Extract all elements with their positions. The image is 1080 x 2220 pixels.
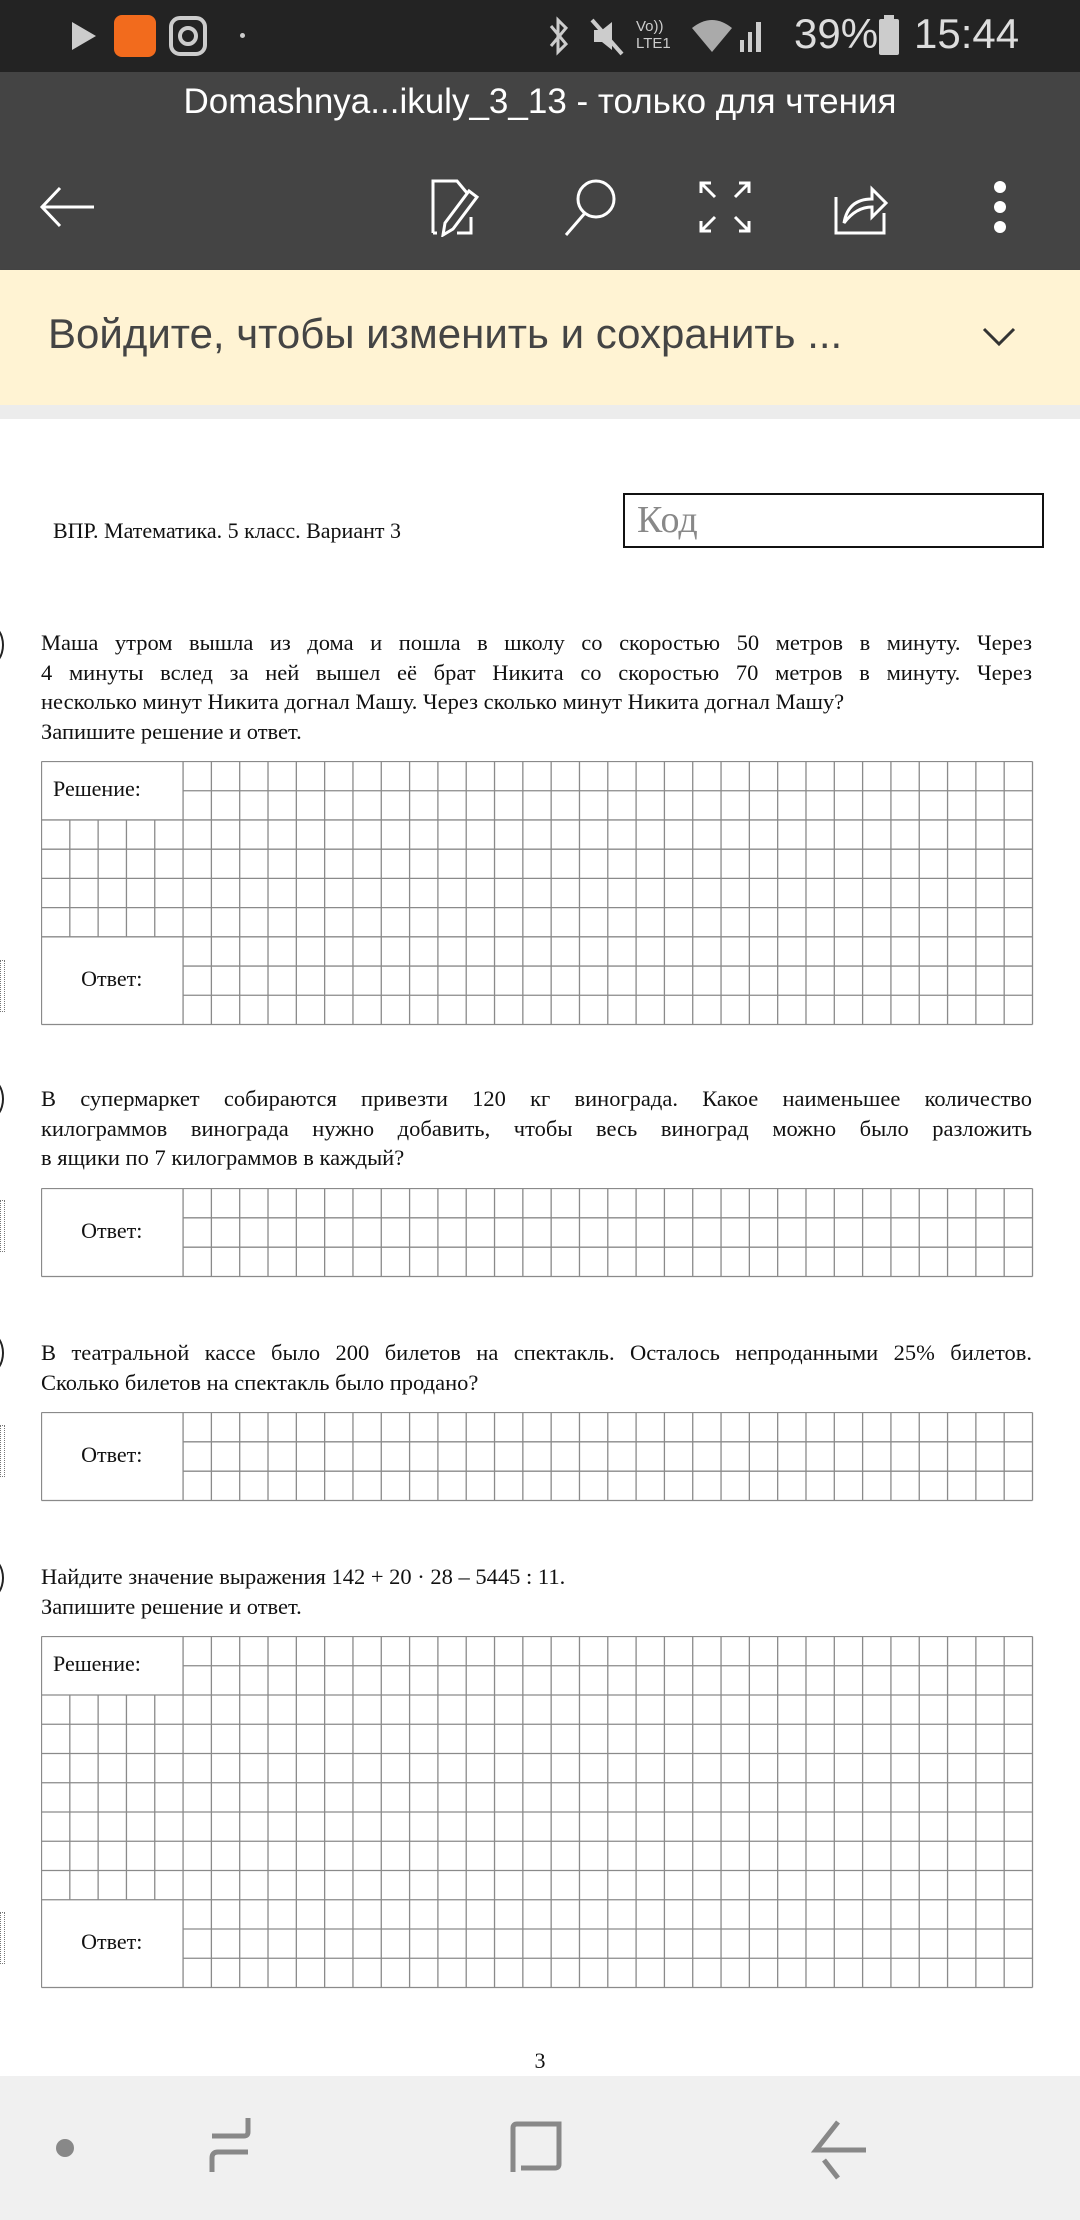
mute-icon [590,16,624,56]
system-nav-bar [0,2076,1080,2220]
solution-grid-4[interactable] [41,1636,1032,1987]
more-options-button[interactable] [965,172,1035,242]
document-header: ВПР. Математика. 5 класс. Вариант 3 [53,518,401,543]
document-title: Domashnya...ikuly_3_13 - только для чтения [183,82,897,121]
recent-apps-icon [200,2116,270,2186]
question-4 [41,1562,1032,1621]
question-line: Запишите решение и ответ. [41,718,302,744]
question-line: несколько минут Никита догнал Машу. Через сколько минут Никита догнал Машу? [41,689,845,714]
status-bar [0,0,1080,72]
app-toolbar [0,72,1080,270]
question-number-circle [0,624,4,666]
notification-dot-icon [240,33,245,38]
score-box [0,960,5,1012]
back-arrow-icon [38,182,98,232]
question-line: Сколько билетов на спектакль было продано? [41,1369,479,1395]
home-icon [503,2116,573,2186]
play-store-icon [70,20,98,52]
score-box [0,1425,5,1477]
mi-app-icon [114,15,156,57]
chevron-down-icon[interactable] [982,326,1016,348]
answer-label: Ответ: [81,966,143,992]
volte-indicator: Vo)) LTE1 [636,18,671,52]
question-line: килограммов винограда нужно добавить, чтобы весь виноград можно было разложить [41,1115,1032,1141]
sign-in-banner-text: Войдите, чтобы изменить и сохранить ... [48,310,843,357]
back-button[interactable] [33,172,103,242]
solution-grid-1[interactable] [41,761,1032,1024]
dot-icon [32,2116,102,2186]
answer-label: Ответ: [81,1929,143,1955]
score-box [0,1200,5,1252]
question-number-circle [0,1557,4,1599]
answer-grid-3[interactable] [41,1412,1032,1500]
question-line: В театральной кассе было 200 билетов на спектакль. Осталось непроданными 25% билетов. [41,1340,1032,1365]
page-number: 3 [534,2048,546,2073]
grid-lines [41,1636,1034,1989]
share-icon [830,177,890,237]
recent-apps-button[interactable] [200,2116,270,2186]
grid-lines [41,1412,1034,1502]
solution-label: Решение: [53,776,141,802]
question-line: Найдите значение выражения 142 + 20 · 28 – 5445 : 11. [41,1564,566,1589]
bluetooth-icon [548,16,570,56]
page-separator [0,405,1080,419]
fullscreen-button[interactable] [690,172,760,242]
question-number-circle [0,1332,4,1374]
network-type: LTE1 [636,35,671,52]
solution-label: Решение: [53,1651,141,1677]
fullscreen-icon [697,179,753,235]
search-button[interactable] [555,172,625,242]
code-box: Код [623,493,1044,548]
more-vertical-icon [990,179,1010,235]
answer-label: Ответ: [81,1442,143,1467]
question-line: Маша утром вышла из дома и пошла в школу со скоростью 50 метров в минуту. Через [41,630,1032,655]
share-button[interactable] [825,172,895,242]
edit-document-icon [427,177,483,237]
search-icon [560,177,620,237]
question-line: В супермаркет собираются привезти 120 кг винограда. Какое наименьшее количество [41,1086,1032,1111]
question-3 [41,1338,1032,1397]
battery-icon [878,14,900,56]
home-button[interactable] [503,2116,573,2186]
question-line: в ящики по 7 килограммов в каждый? [41,1145,405,1170]
back-nav-button[interactable] [806,2116,876,2186]
question-line: Запишите решение и ответ. [41,1593,302,1619]
answer-label: Ответ: [81,1218,143,1243]
question-1 [41,628,1032,746]
question-line: 4 минуты вслед за ней вышел её брат Никита со скоростью 70 метров в минуту. Через [41,659,1032,685]
score-box [0,1912,5,1964]
nav-dot-button[interactable] [32,2116,102,2186]
answer-grid-2[interactable] [41,1188,1032,1276]
question-2 [41,1084,1032,1173]
clock: 15:44 [914,10,1020,57]
back-nav-icon [806,2116,876,2186]
grid-lines [41,761,1034,1026]
instagram-icon [168,15,208,57]
grid-lines [41,1188,1034,1278]
edit-button[interactable] [420,172,490,242]
question-number-circle [0,1078,4,1120]
wifi-signal-icon [690,16,770,56]
sign-in-banner[interactable] [0,270,1080,405]
battery-percent: 39% [794,10,879,57]
